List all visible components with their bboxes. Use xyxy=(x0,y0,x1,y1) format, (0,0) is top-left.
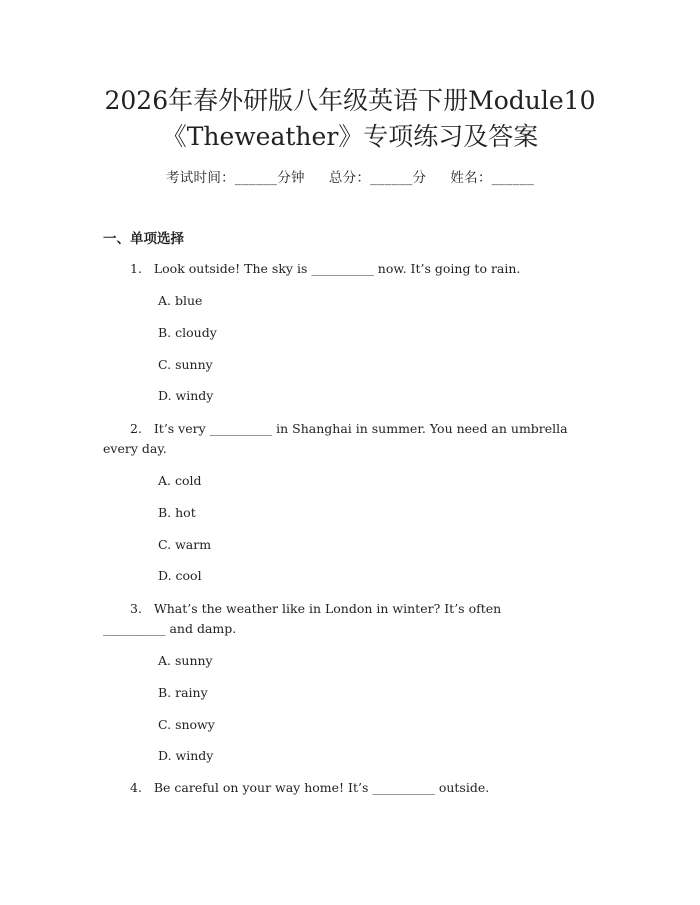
page-title-line2: 《Theweather》专项练习及答案 xyxy=(161,122,539,151)
exam-time-label: 考试时间：______分钟 xyxy=(165,170,305,186)
question-number: 4. xyxy=(130,780,142,795)
option-2c: C. warm xyxy=(158,537,212,552)
option-2a: A. cold xyxy=(158,473,202,488)
page-title-line1: 2026年春外研版八年级英语下册Module10 xyxy=(104,86,596,115)
question-1 xyxy=(130,259,520,279)
student-name-label: 姓名：______ xyxy=(450,170,535,186)
option-3d: D. windy xyxy=(158,748,214,763)
exam-meta xyxy=(0,168,700,188)
option-1b: B. cloudy xyxy=(158,325,217,340)
option-3b: B. rainy xyxy=(158,685,208,700)
question-number: 1. xyxy=(130,261,142,276)
question-3 xyxy=(130,599,501,619)
option-1a: A. blue xyxy=(158,293,203,308)
question-2 xyxy=(130,419,568,439)
question-text: What’s the weather like in London in winter? It’s often xyxy=(153,601,502,616)
option-2d: D. cool xyxy=(158,568,202,583)
question-2-continued: every day. xyxy=(103,441,167,456)
option-2b: B. hot xyxy=(158,505,196,520)
question-text: Be careful on your way home! It’s __________ outside. xyxy=(153,780,490,795)
question-text: Look outside! The sky is __________ now. It’s going to rain. xyxy=(153,261,521,276)
option-3c: C. snowy xyxy=(158,717,215,732)
option-1d: D. windy xyxy=(158,388,214,403)
section-title: 一、单项选择 xyxy=(103,231,184,247)
option-3a: A. sunny xyxy=(158,653,213,668)
question-number: 3. xyxy=(130,601,142,616)
option-1c: C. sunny xyxy=(158,357,213,372)
question-3-continued: __________ and damp. xyxy=(103,621,237,636)
question-4 xyxy=(130,778,489,798)
question-number: 2. xyxy=(130,421,142,436)
question-text: It’s very __________ in Shanghai in summer. You need an umbrella xyxy=(153,421,568,436)
total-score-label: 总分：______分 xyxy=(328,170,427,186)
